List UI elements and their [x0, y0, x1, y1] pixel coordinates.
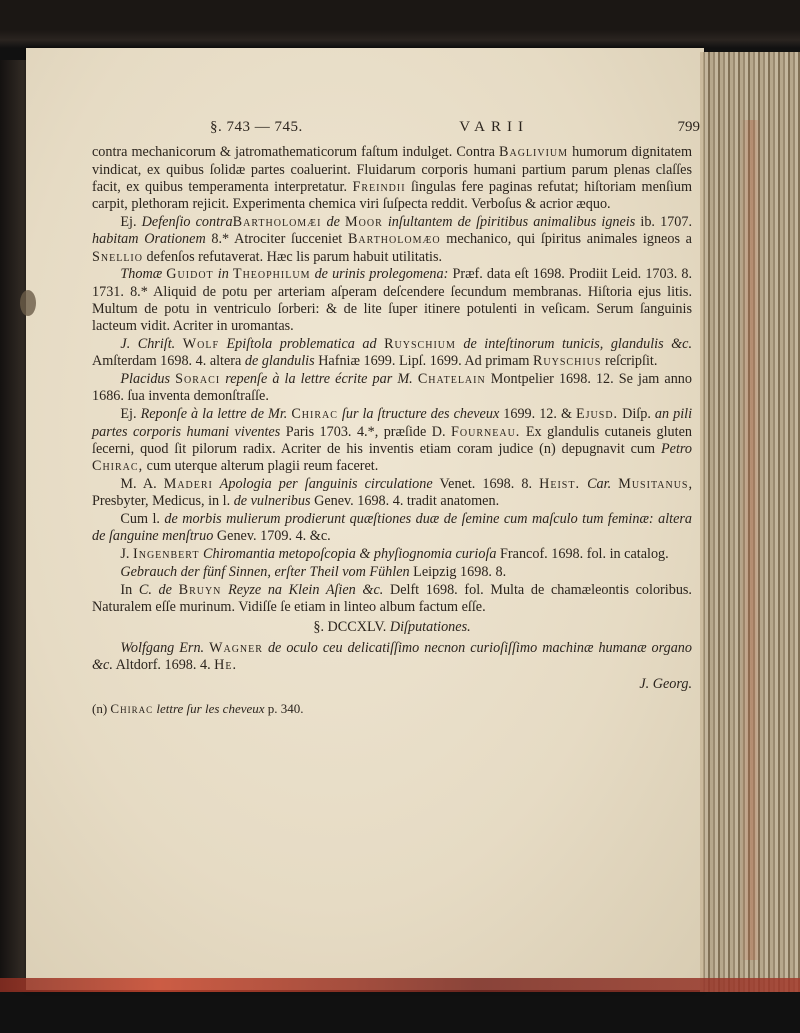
- text-segment: Ex glandulis cutaneis gluten ſecerni, quod ſit pilorum radix. Acriter de his inventis etiam coram judice (n) depugnavit cum: [92, 423, 692, 457]
- text-segment: Bartholomæi: [232, 213, 322, 230]
- text-segment: M. A.: [120, 475, 164, 492]
- text-segment: cum uterque alterum plagii reum faceret.: [143, 458, 379, 475]
- text-segment: de urinis prolegomena:: [310, 266, 449, 283]
- text-segment: Amſterdam 1698. 4. altera: [92, 353, 245, 370]
- text-segment: Hafniæ 1699. Lipſ. 1699. Ad primam: [314, 353, 533, 370]
- section-number: §. DCCXLV.: [313, 619, 387, 636]
- text-segment: defenſos refutaverat. Hæc lis parum habuit utilitatis.: [143, 248, 443, 265]
- text-segment: In: [120, 581, 139, 598]
- text-segment: Baglivium: [499, 144, 569, 161]
- body-paragraphs: [92, 144, 692, 616]
- text-segment: ſingulas fere paginas refutat; hiſtoriam menſium carpit, plethoram rejicit. Experimenta chemica viri ſuſpecta reddit. Verboſus & acrior æquo.: [92, 178, 692, 213]
- text-segment: Placidus: [120, 371, 171, 388]
- text-segment: Ej.: [120, 213, 142, 230]
- footnote: [92, 700, 692, 717]
- text-segment: humorum dignitatem vindicat, ex quibus ſolidæ partes coaluerint. Fluidarum corporis humani partium parum plenas claſſes facit, ex quibus temperamenta interpretatur.: [92, 144, 692, 195]
- text-segment: 1699. 12. &: [499, 406, 576, 423]
- text-segment: Musitanus: [618, 475, 689, 492]
- paragraph: [92, 511, 692, 546]
- text-segment: Defenſio contra: [141, 213, 233, 230]
- text-segment: de glandulis: [244, 353, 315, 370]
- paragraph: [92, 582, 692, 617]
- text-segment: in: [213, 266, 233, 283]
- text-segment: inſultantem de ſpiritibus animalibus igneis: [382, 213, 636, 230]
- text-segment: Petro: [661, 440, 692, 457]
- text-segment: Chirac,: [92, 458, 144, 475]
- text-segment: Chiromantia metopoſcopia & phyſiognomia curioſa: [199, 546, 497, 563]
- text-segment: Apologia per ſanguinis circulatione: [212, 475, 433, 492]
- text-segment: Wolf: [182, 336, 220, 353]
- text-segment: Epiſtola problematica ad: [219, 336, 377, 353]
- text-segment: mechanico, qui ſpiritus animales igneos a: [440, 231, 692, 248]
- text-segment: Chatelain: [417, 371, 486, 388]
- paragraph: [92, 406, 692, 475]
- text-segment: Leipzig 1698. 8.: [409, 563, 507, 580]
- text-segment: [175, 336, 183, 352]
- ink-stain: [20, 290, 36, 316]
- text-segment: Francof. 1698. fol. in catalog.: [496, 546, 669, 563]
- header-section: §. 743 — 745.: [210, 119, 303, 135]
- paragraph: [92, 371, 692, 406]
- text-segment: Diſp.: [618, 406, 655, 423]
- text-segment: ſur la ſtructure des cheveux: [337, 406, 500, 423]
- text-segment: lettre ſur les cheveux: [153, 700, 265, 716]
- text-segment: de: [321, 213, 346, 230]
- text-segment: Bruyn: [178, 581, 222, 598]
- text-segment: Ruyschium: [384, 336, 456, 353]
- text-segment: repenſe à la lettre écrite par M.: [220, 371, 413, 388]
- text-segment: de: [151, 581, 179, 598]
- header-title: VARII: [459, 119, 529, 135]
- text-segment: ib. 1707.: [635, 213, 692, 230]
- text-segment: Cum l.: [120, 511, 165, 528]
- text-segment: Wagner: [209, 639, 263, 656]
- text-segment: Ingenbert: [133, 546, 200, 563]
- section-heading: [92, 619, 692, 636]
- text-segment: Chirac: [110, 700, 154, 716]
- red-edge-stain: [740, 120, 770, 960]
- text-segment: J. Chriſt.: [120, 336, 176, 353]
- text-segment: de vulneribus: [233, 493, 311, 510]
- red-bottom-band: [0, 978, 800, 992]
- text-segment: Soraci: [175, 371, 221, 388]
- paragraph: [92, 144, 692, 213]
- text-segment: Freindii: [352, 178, 406, 195]
- paragraph: [92, 214, 692, 266]
- text-segment: p. 340.: [264, 700, 304, 716]
- text-segment: de inteſtinorum tunicis, glandulis &c.: [455, 336, 693, 353]
- text-segment: Gebrauch der fünf Sinnen, erſter Theil vom Fühlen: [120, 563, 410, 580]
- text-segment: Car.: [587, 475, 612, 492]
- text-segment: Thomæ: [120, 266, 163, 283]
- text-segment: Genev. 1698. 4. tradit anatomen.: [310, 493, 500, 510]
- text-segment: habitam Orationem: [92, 231, 206, 248]
- paragraph: [92, 266, 692, 335]
- text-segment: 8.* Atrociter ſucceniet: [205, 231, 348, 248]
- text-segment: de morbis mulierum prodierunt quæſtiones duæ de ſemine cum maſculo tum feminæ: altera de ſanguine menſtruo: [92, 511, 692, 545]
- section-title: Diſputationes.: [389, 619, 471, 636]
- paragraph: [92, 546, 692, 563]
- text-segment: Heist.: [539, 475, 580, 492]
- text-segment: Bartholomæo: [347, 231, 441, 248]
- text-segment: He.: [214, 656, 238, 673]
- last-paragraph: [92, 640, 692, 675]
- text-segment: Maderi: [163, 475, 213, 492]
- page-text: [92, 119, 700, 717]
- text-segment: (n): [92, 700, 111, 716]
- text-segment: Delft 1698. fol. Multa de chamæleontis coloribus. Naturalem eſſe murinum. Vidiſſe ſe etiam in linteo album factum eſſe.: [92, 581, 692, 616]
- paragraph: [92, 476, 692, 511]
- text-segment: Theophilum: [232, 266, 311, 283]
- running-header: [210, 119, 700, 136]
- text-segment: Venet. 1698. 8.: [432, 475, 540, 492]
- text-segment: Paris 1703. 4.*, præſide D.: [280, 423, 452, 440]
- text-segment: Præf. data eſt 1698. Prodiit Leid. 1703. 8. 1731. 8.* Aliquid de potu per arteriam aſperam deſcendere ſecundum membranas. Hiſtoria ejus litis. Multum de potu in ventriculo ſorberi: & de lite ſuper itinere potulenti in veſicam. Serum ſanguinis lacteum vidit. Acriter in uromantas.: [92, 266, 692, 335]
- paragraph: [92, 336, 692, 371]
- text-segment: Guidot: [166, 266, 214, 283]
- text-segment: Altdorf. 1698. 4.: [112, 656, 215, 673]
- text-segment: an pili partes corporis humani viventes: [92, 406, 693, 440]
- text-segment: Genev. 1709. 4. &c.: [213, 528, 331, 545]
- text-segment: de oculo ceu delicatiſſimo necnon curioſiſſimo machinæ humanæ organo &c.: [92, 639, 692, 673]
- text-segment: [377, 336, 385, 352]
- paragraph: [92, 564, 692, 581]
- text-segment: Fourneau.: [451, 423, 521, 440]
- text-segment: Ruyschius: [532, 353, 602, 370]
- text-segment: Ejusd.: [575, 406, 619, 423]
- text-segment: Reponſe à la lettre de Mr.: [140, 406, 288, 423]
- page-number: 799: [677, 119, 700, 135]
- text-segment: reſcripſit.: [601, 353, 658, 370]
- text-segment: Chirac: [291, 406, 338, 423]
- text-segment: contra mechanicorum & jatromathematicorum faſtum indulget. Contra: [92, 144, 500, 161]
- text-segment: , Presbyter, Medicus, in l.: [92, 475, 693, 510]
- text-segment: Moor: [345, 213, 383, 230]
- text-segment: Reyze na Klein Aſien &c.: [221, 581, 384, 598]
- text-segment: Snellio: [92, 248, 143, 265]
- text-segment: Wolfgang Ern.: [120, 639, 205, 656]
- text-segment: J.: [120, 546, 134, 563]
- text-segment: C.: [138, 581, 152, 598]
- text-segment: Montpelier 1698. 12. Se jam anno 1686. ſua inventa demonſtraſſe.: [92, 371, 692, 405]
- catchword: J. Georg.: [639, 676, 692, 693]
- text-segment: Ej.: [120, 406, 141, 423]
